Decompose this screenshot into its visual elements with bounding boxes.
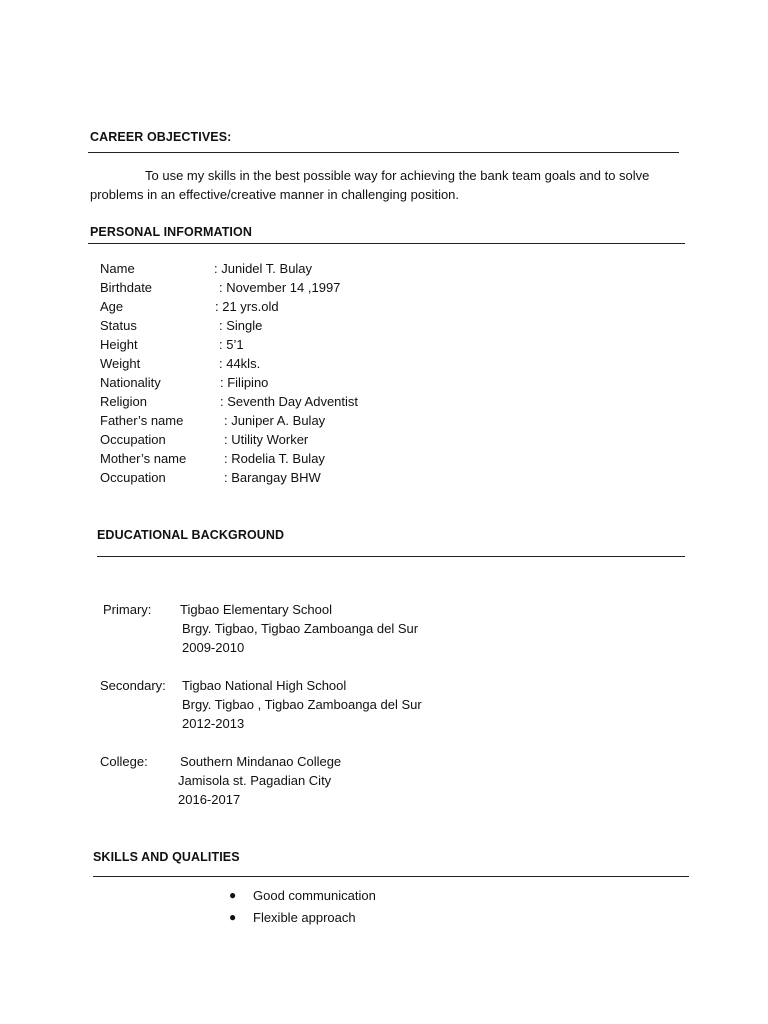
education-level: Secondary: <box>100 678 166 693</box>
skill-item: Flexible approach <box>253 910 356 925</box>
personal-label: Occupation <box>100 432 166 447</box>
personal-information-heading: PERSONAL INFORMATION <box>90 225 252 239</box>
education-address: Jamisola st. Pagadian City <box>178 773 332 788</box>
personal-value: : 44kls. <box>219 356 261 371</box>
personal-label: Name <box>100 261 135 276</box>
personal-value: : Rodelia T. Bulay <box>224 451 325 466</box>
education-years: 2009-2010 <box>182 640 245 655</box>
personal-value: : Barangay BHW <box>224 470 321 485</box>
personal-label: Mother’s name <box>100 451 187 466</box>
personal-label: Religion <box>100 394 147 409</box>
skills-rule <box>93 876 689 877</box>
career-objective-line-1: To use my skills in the best possible way for achieving the bank team goals and to solve <box>145 168 650 183</box>
education-level: Primary: <box>103 602 152 617</box>
skills-heading: SKILLS AND QUALITIES <box>93 850 240 864</box>
personal-value: : 21 yrs.old <box>215 299 279 314</box>
personal-value: : Seventh Day Adventist <box>220 394 359 409</box>
personal-value: : Junidel T. Bulay <box>214 261 313 276</box>
bullet-icon: ● <box>229 888 237 902</box>
education-address: Brgy. Tigbao , Tigbao Zamboanga del Sur <box>182 697 422 712</box>
personal-value: : Single <box>219 318 263 333</box>
bullet-icon: ● <box>229 910 237 924</box>
education-years: 2016-2017 <box>178 792 241 807</box>
personal-information-rule <box>88 243 685 244</box>
personal-label: Status <box>100 318 137 333</box>
education-address: Brgy. Tigbao, Tigbao Zamboanga del Sur <box>182 621 419 636</box>
career-objectives-rule <box>88 152 679 153</box>
personal-label: Occupation <box>100 470 166 485</box>
personal-label: Nationality <box>100 375 161 390</box>
educational-background-rule <box>97 556 685 557</box>
personal-label: Weight <box>100 356 141 371</box>
education-level: College: <box>100 754 148 769</box>
career-objectives-heading: CAREER OBJECTIVES: <box>90 130 232 144</box>
personal-label: Birthdate <box>100 280 153 295</box>
personal-value: : Filipino <box>220 375 269 390</box>
skill-item: Good communication <box>253 888 376 903</box>
personal-label: Father’s name <box>100 413 184 428</box>
education-school: Southern Mindanao College <box>180 754 342 769</box>
personal-label: Height <box>100 337 138 352</box>
educational-background-heading: EDUCATIONAL BACKGROUND <box>97 528 285 542</box>
career-objective-line-2: problems in an effective/creative manner in challenging position. <box>90 187 460 202</box>
personal-value: : Juniper A. Bulay <box>224 413 326 428</box>
education-school: Tigbao National High School <box>182 678 347 693</box>
personal-label: Age <box>100 299 124 314</box>
education-school: Tigbao Elementary School <box>180 602 332 617</box>
education-years: 2012-2013 <box>182 716 245 731</box>
personal-value: : Utility Worker <box>224 432 309 447</box>
personal-value: : November 14 ,1997 <box>219 280 341 295</box>
personal-value: : 5’1 <box>219 337 244 352</box>
